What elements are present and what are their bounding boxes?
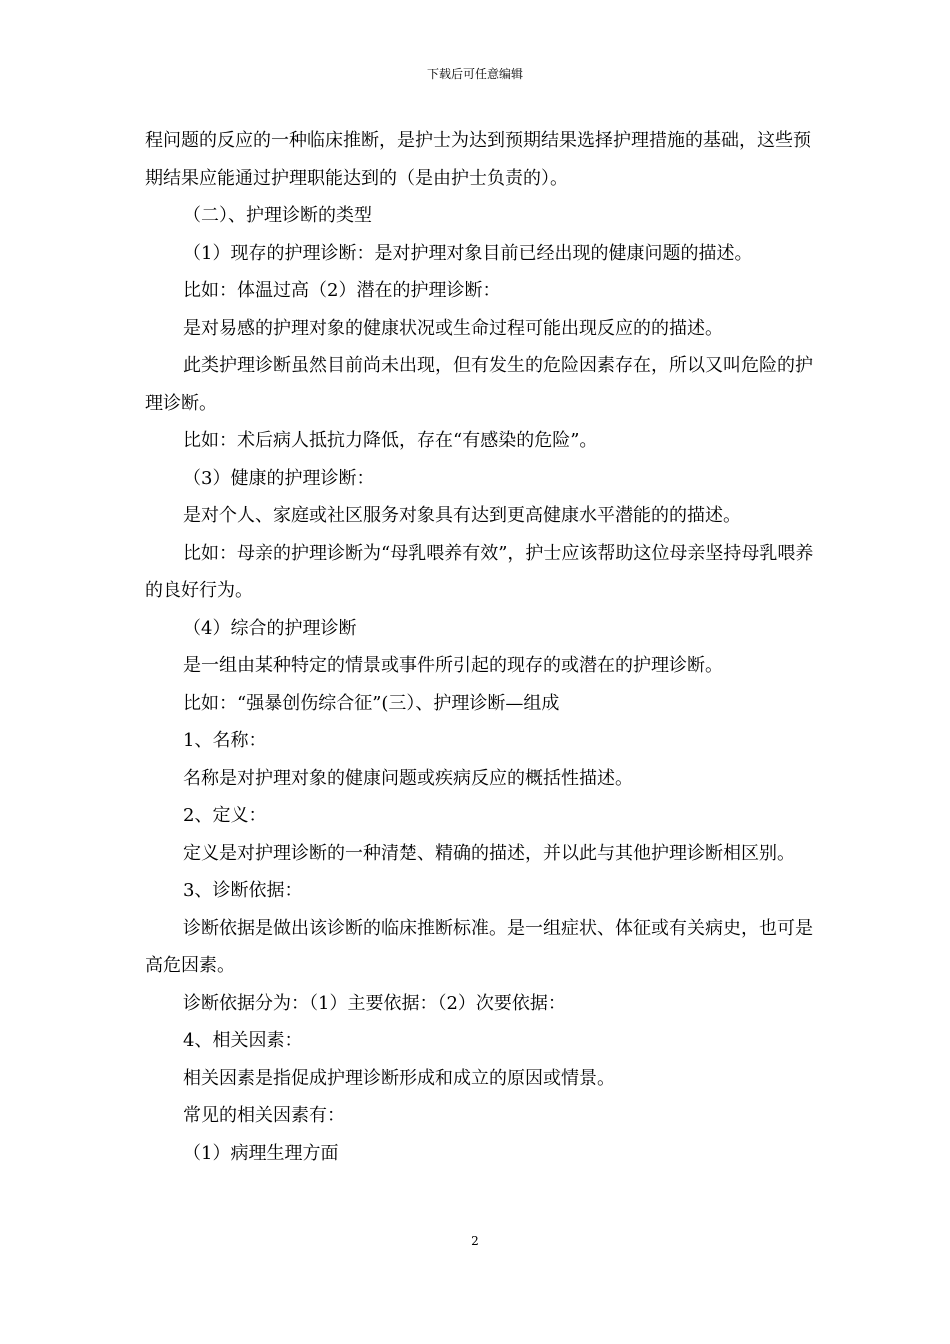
paragraph-10: 比如：母亲的护理诊断为“母乳喂养有效”，护士应该帮助这位母亲坚持母乳喂养的良好行为。: [145, 542, 814, 601]
paragraph-18: 3、诊断依据：: [183, 880, 303, 901]
paragraph-17: 定义是对护理诊断的一种清楚、精确的描述，并以此与其他护理诊断相区别。: [183, 842, 795, 864]
paragraph-21: 4、相关因素：: [183, 1030, 303, 1051]
paragraph-4: 比如：体温过高（2）潜在的护理诊断：: [183, 280, 501, 301]
paragraph-24: （1）病理生理方面: [183, 1142, 339, 1164]
paragraph-1: 程问题的反应的一种临床推断，是护士为达到预期结果选择护理措施的基础，这些预期结果应能通过护理职能达到的（是由护士负责的）。: [145, 130, 811, 189]
paragraph-19: 诊断依据是做出该诊断的临床推断标准。是一组症状、体征或有关病史，也可是高危因素。: [145, 917, 813, 976]
paragraph-11: （4）综合的护理诊断: [183, 617, 357, 639]
paragraph-15: 名称是对护理对象的健康问题或疾病反应的概括性描述。: [183, 767, 633, 789]
paragraph-9: 是对个人、家庭或社区服务对象具有达到更高健康水平潜能的的描述。: [183, 505, 741, 526]
page-header: 下载后可任意编辑: [426, 67, 523, 81]
paragraph-3: （1）现存的护理诊断：是对护理对象目前已经出现的健康问题的描述。: [183, 242, 753, 264]
paragraph-20: 诊断依据分为：（1）主要依据：（2）次要依据：: [183, 992, 566, 1014]
paragraph-12: 是一组由某种特定的情景或事件所引起的现存的或潜在的护理诊断。: [183, 655, 723, 676]
paragraph-16: 2、定义：: [183, 805, 267, 826]
paragraph-5: 是对易感的护理对象的健康状况或生命过程可能出现反应的的描述。: [183, 317, 723, 339]
paragraph-6: 此类护理诊断虽然目前尚未出现，但有发生的危险因素存在，所以又叫危险的护理诊断。: [145, 355, 813, 414]
paragraph-23: 常见的相关因素有：: [183, 1105, 345, 1126]
paragraph-7: 比如：术后病人抵抗力降低，存在“有感染的危险”。: [183, 430, 598, 451]
document-body: [145, 122, 815, 1172]
paragraph-8: （3）健康的护理诊断：: [183, 467, 375, 489]
paragraph-13: 比如：“强暴创伤综合征”(三）、护理诊断—组成: [183, 692, 560, 714]
paragraph-22: 相关因素是指促成护理诊断形成和成立的原因或情景。: [183, 1067, 615, 1089]
page-number: 2: [471, 1234, 479, 1248]
paragraph-14: 1、名称：: [183, 730, 267, 751]
paragraph-2: （二）、护理诊断的类型: [183, 205, 372, 226]
